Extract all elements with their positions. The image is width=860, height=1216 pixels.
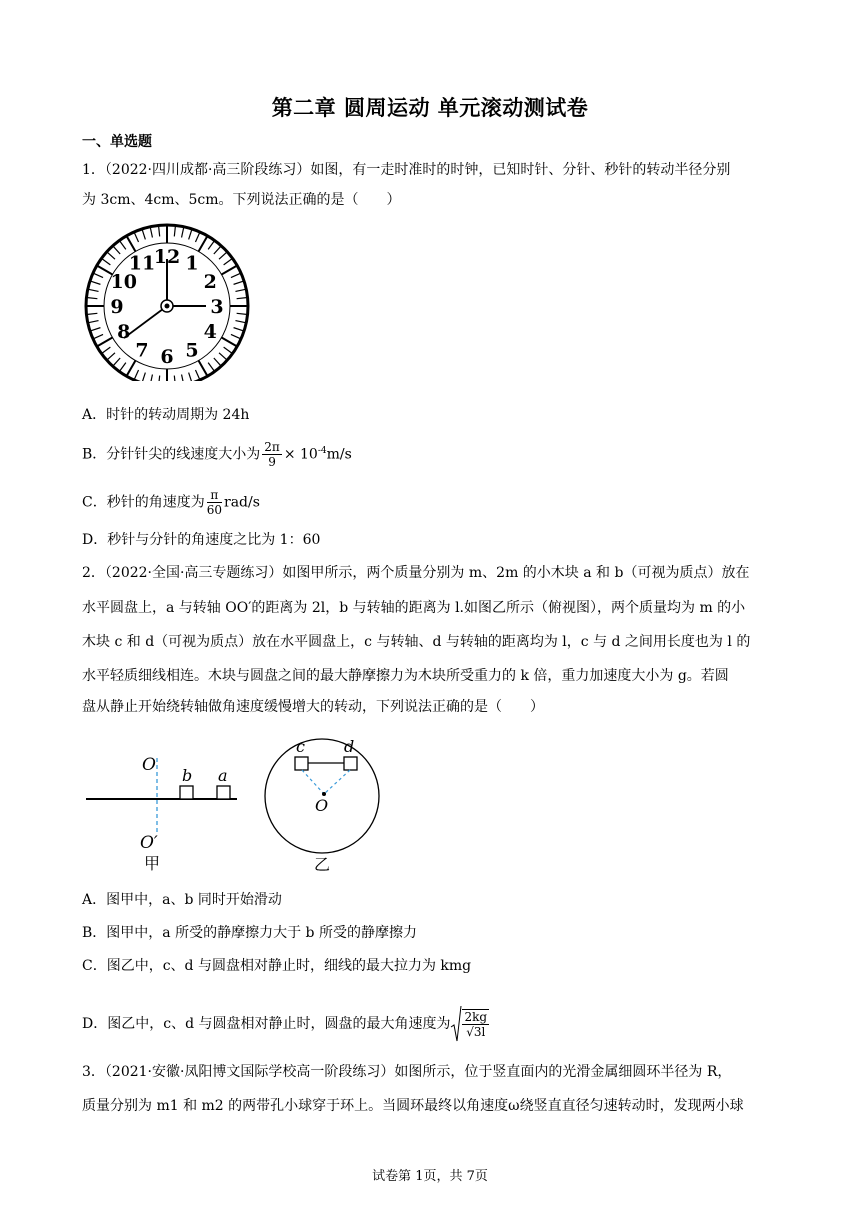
clock-tick xyxy=(237,298,248,299)
clock-tick xyxy=(222,266,238,275)
q1-stem-line1: 1．（2022·四川成都·高三阶段练习）如图，有一走时准时的时钟，已知时针、分针、秒针的转动半径分别 xyxy=(82,162,731,178)
clock-tick xyxy=(199,236,208,252)
clock-tick xyxy=(113,358,120,366)
clock-tick xyxy=(90,328,100,331)
clock-tick xyxy=(189,373,192,381)
clock-tick xyxy=(224,347,233,353)
clock-tick xyxy=(237,313,248,314)
clock-tick xyxy=(182,374,184,381)
q2-stem-line1: 2．（2022·全国·高三专题练习）如图甲所示，两个质量分别为 m、2m 的小木块 a 和 b（可视为质点）放在 xyxy=(82,565,750,581)
clock-tick xyxy=(231,334,241,338)
clock-tick xyxy=(88,289,99,291)
clock-tick xyxy=(150,227,152,238)
clock-tick xyxy=(150,374,152,381)
clock-tick xyxy=(195,232,199,242)
clock-number: 11 xyxy=(128,252,156,275)
q2-option-a: A．图甲中，a、b 同时开始滑动 xyxy=(82,892,282,908)
clock-tick xyxy=(199,361,208,377)
q2-option-c: C．图乙中，c、d 与圆盘相对静止时，细线的最大拉力为 kmg xyxy=(82,958,472,974)
label-yi: 乙 xyxy=(314,855,331,874)
clock-tick xyxy=(101,258,110,264)
clock-second-hand xyxy=(124,306,167,338)
clock-number: 6 xyxy=(160,346,174,368)
q1-option-a: A．时针的转动周期为 24h xyxy=(82,407,250,423)
clock-tick xyxy=(127,361,136,377)
clock-tick xyxy=(224,258,233,264)
clock-tick xyxy=(93,334,103,338)
clock-tick xyxy=(235,321,246,323)
clock-tick xyxy=(127,236,136,252)
clock-number: 12 xyxy=(153,246,181,268)
clock-tick xyxy=(231,273,241,277)
q2-stem-line3: 木块 c 和 d（可视为质点）放在水平圆盘上，c 与转轴、d 与转轴的距离均为 l，c 与 d 之间用长度也为 l 的 xyxy=(82,634,751,650)
clock-number: 1 xyxy=(185,252,199,275)
clock-tick xyxy=(142,229,145,239)
clock-tick xyxy=(159,376,160,381)
clock-tick xyxy=(234,281,244,284)
clock-number: 10 xyxy=(110,271,137,293)
clock-figure xyxy=(80,221,255,381)
clock-number: 4 xyxy=(203,321,217,343)
clock-tick xyxy=(214,358,221,366)
clock-tick xyxy=(208,240,214,249)
label-O-top: O xyxy=(142,755,156,775)
clock-tick xyxy=(90,281,100,284)
q1-option-d: D．秒针与分针的角速度之比为 1：60 xyxy=(82,532,321,548)
clock-number: 9 xyxy=(110,296,124,318)
clock-tick xyxy=(219,252,227,259)
clock-tick xyxy=(159,225,160,236)
q2-option-b: B．图甲中，a 所受的静摩擦力大于 b 所受的静摩擦力 xyxy=(82,925,417,941)
clock-number: 7 xyxy=(135,339,149,362)
clock-tick xyxy=(174,225,175,236)
label-b: b xyxy=(182,766,193,785)
label-O-center: O xyxy=(315,796,329,815)
page-footer: 试卷第 1页，共 7页 xyxy=(372,1169,488,1184)
label-c: c xyxy=(296,737,305,756)
q1-option-c: C．秒针的角速度为 $\frac{\pi}{60}$ rad/s xyxy=(82,488,260,517)
clock-number: 8 xyxy=(117,321,131,343)
clock-tick xyxy=(88,321,99,323)
block-b xyxy=(180,786,193,799)
clock-tick xyxy=(107,252,115,259)
clock-tick xyxy=(189,229,192,239)
clock-tick xyxy=(174,376,175,381)
clock-tick xyxy=(97,338,113,347)
q2-stem-line5: 盘从静止开始绕转轴做角速度缓慢增大的转动，下列说法正确的是（ ） xyxy=(82,699,544,715)
page-title: 第二章 圆周运动 单元滚动测试卷 xyxy=(271,96,589,120)
clock-tick xyxy=(134,232,138,242)
clock-tick xyxy=(113,246,120,254)
figure-jia xyxy=(82,738,252,873)
clock-tick xyxy=(93,273,103,277)
label-O-bottom: O′ xyxy=(140,833,158,853)
clock-tick xyxy=(214,246,221,254)
clock-tick xyxy=(208,363,214,372)
clock-tick xyxy=(182,227,184,238)
q1-option-b: B．分针针尖的线速度大小为 $\frac{2\pi}{9}$ × $10^{-4}m/s$ xyxy=(82,440,352,469)
clock-tick xyxy=(86,313,97,314)
q2-stem-line4: 水平轻质细线相连。木块与圆盘之间的最大静摩擦力为木块所受重力的 k 倍，重力加速度大小为 g。若圆 xyxy=(82,668,729,684)
clock-tick xyxy=(195,370,199,380)
clock-tick xyxy=(107,353,115,360)
label-a: a xyxy=(218,766,228,785)
label-d: d xyxy=(344,737,355,756)
clock-tick xyxy=(119,363,125,372)
q2-option-d: D．图乙中，c、d 与圆盘相对静止时，圆盘的最大角速度为 $\frac{2kg}{√3l}$ xyxy=(82,1005,489,1043)
clock-tick xyxy=(134,370,138,380)
sqrt-expression: $\frac{2kg}{√3l}$ xyxy=(450,1005,489,1043)
clock-tick xyxy=(86,298,97,299)
q3-stem-line2: 质量分别为 m1 和 m2 的两带孔小球穿于环上。当圆环最终以角速度ω绕竖直直径匀速转动时，发现两小球 xyxy=(82,1098,744,1114)
q2-stem-line2: 水平圆盘上，a 与转轴 OO′的距离为 2l，b 与转轴的距离为 l.如图乙所示（俯视图），两个质量均为 m 的小 xyxy=(82,600,746,616)
clock-tick xyxy=(222,338,238,347)
block-d xyxy=(344,757,357,770)
section-heading: 一、单选题 xyxy=(82,134,152,150)
q1-stem-line2: 为 3cm、4cm、5cm。下列说法正确的是（ ） xyxy=(82,192,401,208)
block-a xyxy=(217,786,230,799)
block-c xyxy=(295,757,308,770)
clock-number: 3 xyxy=(210,296,224,318)
clock-tick xyxy=(119,240,125,249)
clock-number: 5 xyxy=(185,339,199,362)
clock-tick xyxy=(101,347,110,353)
clock-tick xyxy=(142,373,145,381)
clock-tick xyxy=(235,289,246,291)
label-jia: 甲 xyxy=(144,854,161,873)
q3-stem-line1: 3．（2021·安徽·凤阳博文国际学校高一阶段练习）如图所示，位于竖直面内的光滑金属细圆环半径为 R， xyxy=(82,1064,732,1080)
figure-yi xyxy=(262,727,392,877)
clock-tick xyxy=(234,328,244,331)
clock-tick xyxy=(219,353,227,360)
clock-number: 2 xyxy=(203,271,217,293)
